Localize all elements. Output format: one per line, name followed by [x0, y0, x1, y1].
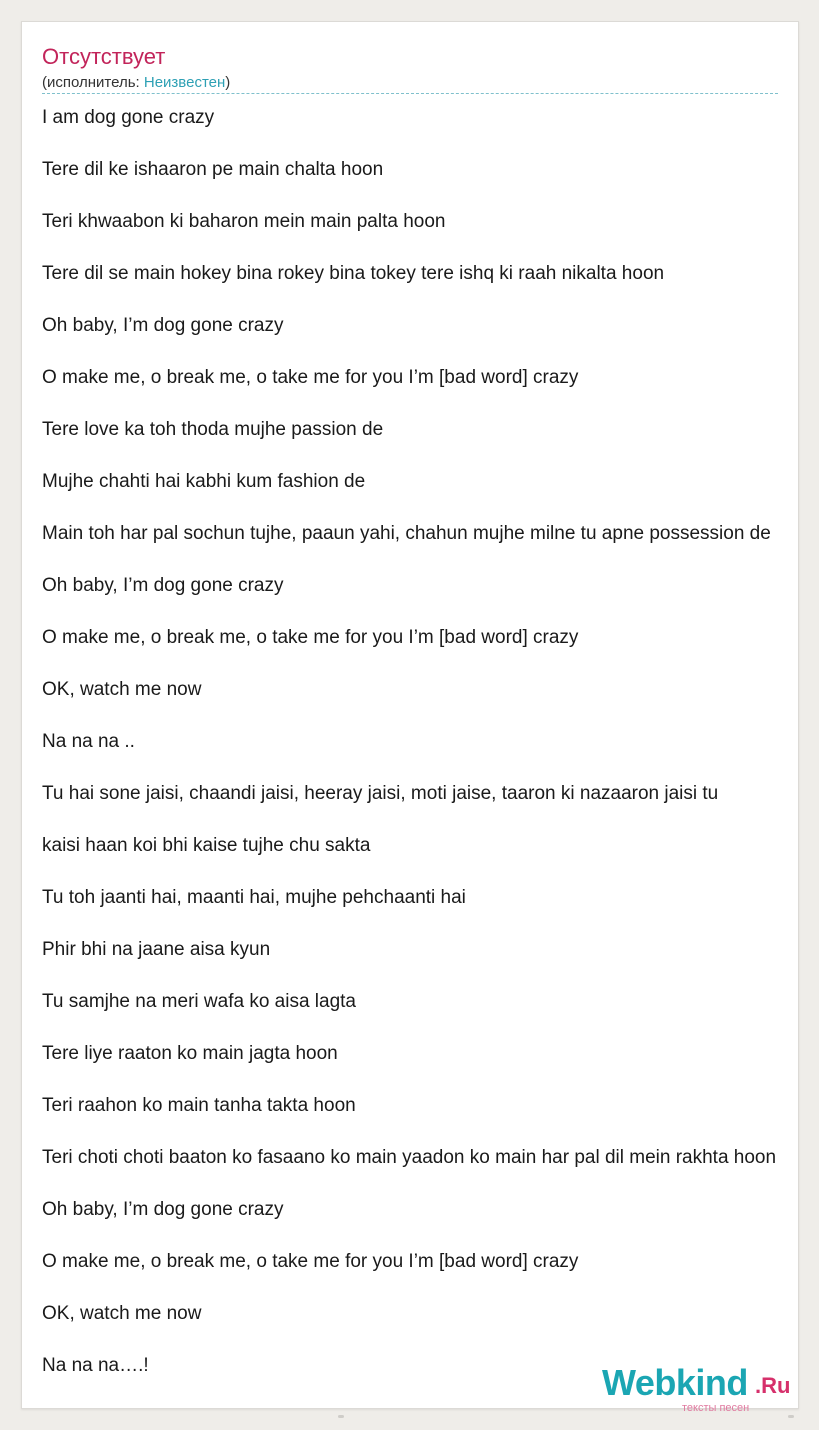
lyric-line: O make me, o break me, o take me for you I’m [bad word] crazy — [42, 627, 579, 648]
lyric-line: I am dog gone crazy — [42, 107, 215, 128]
song-title: Отсутствует — [42, 44, 166, 69]
lyric-line: Tere love ka toh thoda mujhe passion de — [42, 419, 384, 440]
lyric-line: kaisi haan koi bhi kaise tujhe chu sakta — [42, 835, 371, 856]
lyric-line: Tere dil se main hokey bina rokey bina tokey tere ishq ki raah nikalta hoon — [42, 263, 665, 284]
logo-tld-text: .Ru — [755, 1373, 791, 1398]
logo-main-text: Webkind — [602, 1362, 748, 1403]
lyric-line: Teri raahon ko main tanha takta hoon — [42, 1095, 356, 1116]
lyric-line: Tu samjhe na meri wafa ko aisa lagta — [42, 991, 357, 1012]
lyric-line: Main toh har pal sochun tujhe, paaun yahi, chahun mujhe milne tu apne possession de — [42, 523, 771, 544]
lyric-line: Oh baby, I’m dog gone crazy — [42, 575, 284, 596]
lyric-line: Oh baby, I’m dog gone crazy — [42, 315, 284, 336]
lyric-line: Mujhe chahti hai kabhi kum fashion de — [42, 471, 366, 492]
lyric-line: OK, watch me now — [42, 1303, 202, 1324]
lyric-line: O make me, o break me, o take me for you I’m [bad word] crazy — [42, 367, 579, 388]
artist-prefix: (исполнитель: — [42, 74, 144, 91]
lyric-line: O make me, o break me, o take me for you I’m [bad word] crazy — [42, 1251, 579, 1272]
decorative-mark — [338, 1415, 344, 1418]
lyric-line: Na na na .. — [42, 731, 135, 752]
decorative-mark — [788, 1415, 794, 1418]
webkind-logo[interactable] — [602, 1362, 802, 1412]
lyrics-card — [21, 21, 799, 1414]
lyric-line: OK, watch me now — [42, 679, 202, 700]
lyrics-list — [42, 106, 819, 1406]
lyric-line: Na na na….! — [42, 1355, 149, 1376]
lyric-line: Tu hai sone jaisi, chaandi jaisi, heeray jaisi, moti jaise, taaron ki nazaaron jaisi tu — [42, 783, 719, 804]
logo-tagline: тексты песен — [682, 1402, 750, 1414]
title-divider — [42, 93, 778, 94]
lyric-line: Tu toh jaanti hai, maanti hai, mujhe pehchaanti hai — [42, 887, 466, 908]
lyric-line: Phir bhi na jaane aisa kyun — [42, 939, 271, 960]
lyric-line: Tere dil ke ishaaron pe main chalta hoon — [42, 159, 384, 180]
artist-line — [42, 74, 230, 91]
lyric-line: Teri choti choti baaton ko fasaano ko main yaadon ko main har pal dil mein rakhta hoon — [42, 1147, 777, 1168]
lyric-line: Oh baby, I’m dog gone crazy — [42, 1199, 284, 1220]
lyric-line: Tere liye raaton ko main jagta hoon — [42, 1043, 338, 1064]
artist-suffix: ) — [225, 74, 231, 91]
lyric-line: Teri khwaabon ki baharon mein main palta hoon — [42, 211, 446, 232]
artist-link[interactable]: Неизвестен — [143, 74, 226, 91]
